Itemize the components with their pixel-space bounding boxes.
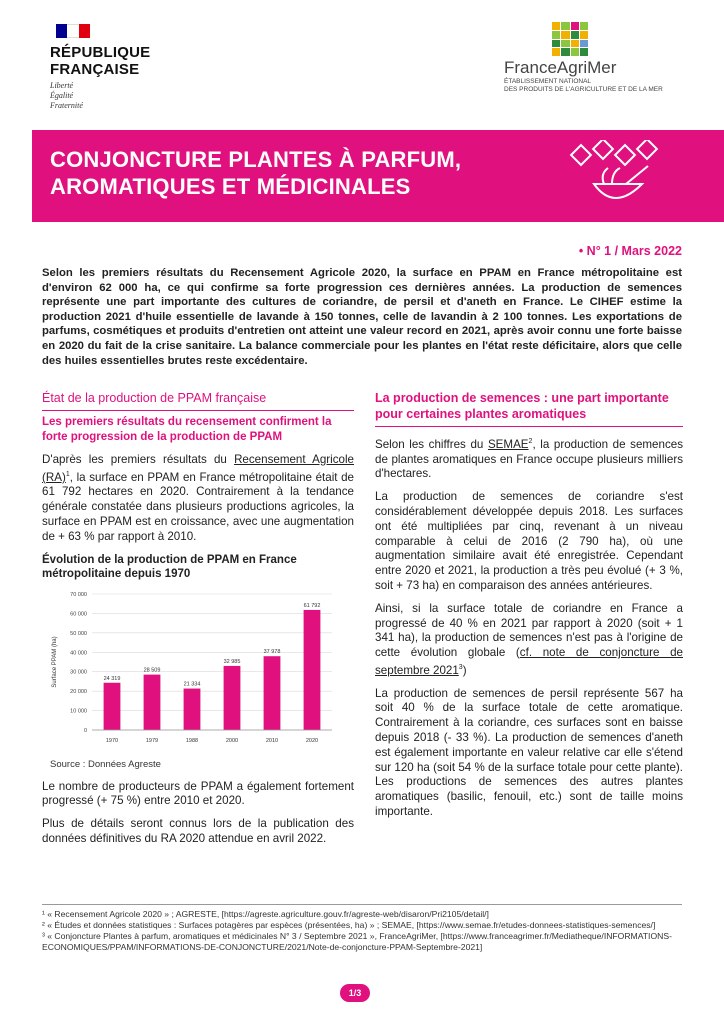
document-title: CONJONCTURE PLANTES À PARFUM, AROMATIQUES ET MÉDICINALES — [50, 147, 462, 199]
franceagrimer-logo — [504, 22, 664, 94]
agency-subtitle: ÉTABLISSEMENT NATIONAL DES PRODUITS DE L'AGRICULTURE ET DE LA MER — [504, 78, 663, 93]
section-title-production: État de la production de PPAM française — [42, 391, 267, 405]
paragraph-coriandre: La production de semences de coriandre s'est considérablement développée depuis 2018. Les surfaces ont été multipliées par cinq, revenant à un niveau comparable à celui de 2016 (2 790 ha), où une augmentation similaire avait été enregistrée. Cependant entre 2020 et 2021, la production a très peu évolué (+ 3 %, soit + 73 ha) en comparaison des années antérieures. — [375, 490, 683, 593]
page-number: 1/3 — [340, 984, 370, 1002]
bar-1970 — [104, 682, 121, 729]
bar-value-label: 21 334 — [183, 681, 201, 688]
french-flag-icon — [56, 24, 90, 38]
x-tick-label: 2020 — [305, 737, 319, 744]
x-tick-label: 1979 — [145, 737, 159, 744]
issue-number: • N° 1 / Mars 2022 — [578, 244, 682, 258]
y-tick-label: 50 000 — [70, 630, 87, 637]
x-tick-label: 1988 — [185, 737, 199, 744]
bar-value-label: 32 985 — [223, 658, 241, 665]
bar-value-label: 37 978 — [263, 648, 281, 655]
intro-summary: Selon les premiers résultats du Recensement Agricole 2020, la surface en PPAM en France métropolitaine est d'environ 62 000 ha, ce qui confirme sa forte progression ces dernières années. La production de semences représente une part importante des cultures de coriandre, de persil et d'aneth en France. Le CIHEF estime la production 2021 d'huile essentielle de lavande à 150 tonnes, celle de lavandin à 2 100 tonnes. Les exportations de parfums, cosmétiques et produits d'entretien ont atteint une valeur record en 2021, après avoir connu une forte baisse en 2020 du fait de la crise sanitaire. La balance commerciale pour les plantes en l'état reste déficitaire, alors que celle des huiles essentielles brutes reste excédentaire. — [42, 267, 682, 367]
y-tick-label: 70 000 — [70, 591, 87, 598]
bar-value-label: 28 509 — [143, 667, 161, 674]
paragraph-producteurs: Le nombre de producteurs de PPAM a également fortement progressé (+ 75 %) entre 2010 et 2020. — [42, 779, 354, 808]
section-divider — [42, 410, 354, 411]
agency-name: FranceAgriMer — [504, 58, 617, 77]
bar-value-label: 24 319 — [103, 675, 121, 682]
section-subtitle-recensement: Les premiers résultats du recensement confirment la forte progression de la production de PPAM — [42, 416, 332, 443]
republique-francaise-logo — [50, 24, 150, 111]
x-tick-label: 2000 — [225, 737, 239, 744]
republic-name: RÉPUBLIQUE FRANÇAISE — [50, 44, 151, 78]
section-title-semences: La production de semences : une part importante pour certaines plantes aromatiques — [375, 391, 669, 421]
paragraph-semae: Selon les chiffres du SEMAE$^2$, la production de semences de plantes aromatiques en France occupe plusieurs milliers d'hectares. — [375, 437, 683, 481]
franceagrimer-mosaic-icon — [552, 22, 588, 56]
footnotes — [42, 904, 682, 953]
x-tick-label: 1970 — [105, 737, 119, 744]
chart-source: Source : Données Agreste — [50, 758, 161, 770]
bar-2020 — [304, 610, 321, 730]
chart-title: Évolution de la production de PPAM en France métropolitaine depuis 1970 — [42, 553, 297, 581]
footnote-1: ¹ « Recensement Agricole 2020 » ; AGRESTE, [https://agreste.agriculture.gouv.fr/agreste-web/disaron/Pri2105/detail/] — [42, 909, 489, 919]
mortar-herbs-icon — [564, 140, 664, 214]
y-tick-label: 0 — [83, 727, 87, 734]
paragraph-persil-aneth: La production de semences de persil représente 567 ha soit 40 % de la surface totale de cette aromatique. Contrairement à la coriandre, ces surfaces sont en baisse depuis 2018 (- 33 %). La production de semences d'aneth est également importante en valeur relative car elle s'étend sur 120 ha (soit 54 % de la surface totale pour cette plante). Les productions de semences des autres plantes aromatiques (basilic, fenouil, etc.) sont de taille moins importante. — [375, 686, 683, 819]
left-column — [42, 390, 354, 855]
y-tick-label: 30 000 — [70, 669, 87, 676]
y-tick-label: 60 000 — [70, 611, 87, 618]
title-banner — [32, 130, 724, 222]
footnote-2: ² « Études et données statistiques : Surfaces potagères par espèces (présentées, ha) » ; SEMAE, [https://www.semae.fr/etudes-donnees-statistiques-semences/] — [42, 920, 656, 930]
link-recensement-agricole[interactable]: Recensement Agricole (RA) — [42, 453, 355, 484]
footnote-3: ³ « Conjoncture Plantes à parfum, aromatiques et médicinales N° 3 / Septembre 2021 », FranceAgriMer, [https://www.franceagrimer.fr/Mediatheque/INFORMATIONS-ECONOMIQUES/PPAM/INFORMATIONS-DE-CONJONCTURE/2021/Note-de-conjoncture-PPAM-Septembre-2021] — [42, 931, 672, 952]
paragraph-recensement: D'après les premiers résultats du Recensement Agricole (RA)$^1$, la surface en PPAM en France métropolitaine était de 61 792 hectares en 2020. Contrairement à la tendance générale constatée dans plusieurs productions agricoles, la surface en PPAM est en croissance, avec une augmentation de + 63 % par rapport à 2010. — [42, 453, 355, 543]
link-note-conjoncture[interactable]: cf. note de conjoncture de septembre 2021 — [375, 646, 683, 677]
republic-motto: Liberté Égalité Fraternité — [50, 81, 83, 110]
right-column — [375, 390, 683, 828]
paragraph-coriandre-surface: Ainsi, si la surface totale de coriandre en France a progressé de 40 % en 2021 par rapport à 2020 (soit + 1 341 ha), la production de semences n'est pas à l'origine de cette évolution globale (cf. note de conjoncture de septembre 2021$^3$) — [375, 601, 683, 677]
y-tick-label: 20 000 — [70, 688, 87, 695]
y-tick-label: 10 000 — [70, 708, 87, 715]
paragraph-details: Plus de détails seront connus lors de la publication des données définitives du RA 2020 attendue en avril 2022. — [42, 817, 354, 846]
bar-1979 — [144, 674, 161, 729]
ppam-surface-bar-chart — [42, 582, 342, 752]
x-tick-label: 2010 — [265, 737, 279, 744]
bar-2010 — [264, 656, 281, 730]
section-divider — [375, 426, 683, 427]
bar-value-label: 61 792 — [303, 602, 321, 609]
y-axis-label: Surface PPAM (ha) — [52, 636, 58, 688]
y-tick-label: 40 000 — [70, 649, 87, 656]
link-semae[interactable]: SEMAE — [487, 437, 529, 451]
bar-2000 — [224, 666, 241, 730]
bar-1988 — [184, 688, 201, 729]
